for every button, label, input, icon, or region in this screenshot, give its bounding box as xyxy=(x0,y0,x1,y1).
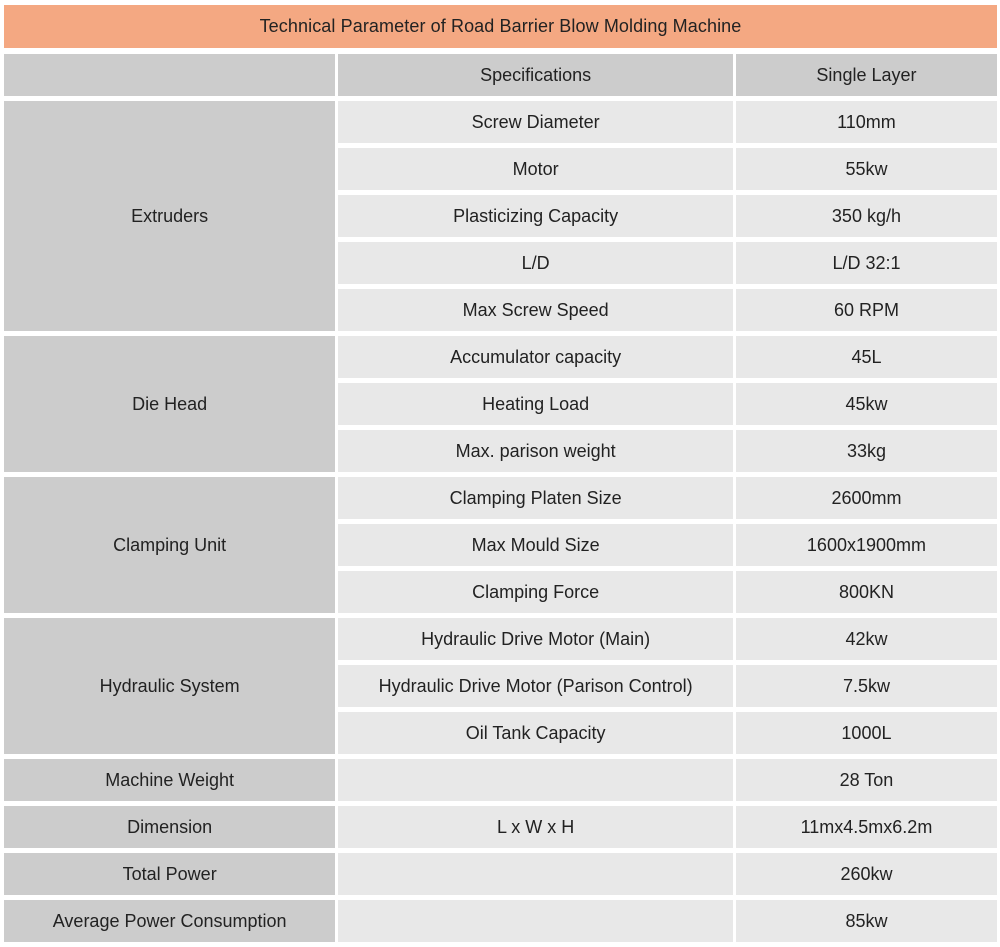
spec-name-cell: Oil Tank Capacity xyxy=(338,712,733,754)
spec-name-cell: Motor xyxy=(338,148,733,190)
header-blank-cell xyxy=(4,54,335,96)
spec-value-cell: 110mm xyxy=(736,101,997,143)
spec-name-cell: L/D xyxy=(338,242,733,284)
spec-name-cell: Max Mould Size xyxy=(338,524,733,566)
group-label: Total Power xyxy=(4,853,335,895)
spec-name-cell: Plasticizing Capacity xyxy=(338,195,733,237)
spec-value-cell: 800KN xyxy=(736,571,997,613)
spec-name-cell: Screw Diameter xyxy=(338,101,733,143)
spec-value-cell: 260kw xyxy=(736,853,997,895)
table-title: Technical Parameter of Road Barrier Blow Molding Machine xyxy=(4,5,997,48)
group-label: Hydraulic System xyxy=(4,618,335,754)
spec-value-cell: 2600mm xyxy=(736,477,997,519)
spec-value-cell: 85kw xyxy=(736,900,997,942)
spec-name-cell: Heating Load xyxy=(338,383,733,425)
group-label: Clamping Unit xyxy=(4,477,335,613)
header-single-layer: Single Layer xyxy=(736,54,997,96)
spec-value-cell: 11mx4.5mx6.2m xyxy=(736,806,997,848)
spec-value-cell: 45L xyxy=(736,336,997,378)
spec-name-cell xyxy=(338,900,733,942)
spec-value-cell: L/D 32:1 xyxy=(736,242,997,284)
group-label: Dimension xyxy=(4,806,335,848)
spec-value-cell: 33kg xyxy=(736,430,997,472)
spec-name-cell: Hydraulic Drive Motor (Parison Control) xyxy=(338,665,733,707)
spec-value-cell: 7.5kw xyxy=(736,665,997,707)
spec-value-cell: 55kw xyxy=(736,148,997,190)
spec-name-cell: Clamping Force xyxy=(338,571,733,613)
group-label: Extruders xyxy=(4,101,335,331)
spec-name-cell: Max. parison weight xyxy=(338,430,733,472)
table-row xyxy=(4,618,997,660)
table-row xyxy=(4,477,997,519)
spec-name-cell: Max Screw Speed xyxy=(338,289,733,331)
table-row xyxy=(4,853,997,895)
group-label: Machine Weight xyxy=(4,759,335,801)
spec-value-cell: 45kw xyxy=(736,383,997,425)
group-label: Average Power Consumption xyxy=(4,900,335,942)
spec-value-cell: 42kw xyxy=(736,618,997,660)
spec-name-cell xyxy=(338,759,733,801)
spec-name-cell: Clamping Platen Size xyxy=(338,477,733,519)
spec-name-cell: Accumulator capacity xyxy=(338,336,733,378)
table-body xyxy=(4,54,997,942)
technical-parameter-table xyxy=(1,49,1000,947)
spec-name-cell: L x W x H xyxy=(338,806,733,848)
table-row xyxy=(4,336,997,378)
spec-name-cell xyxy=(338,853,733,895)
spec-name-cell: Hydraulic Drive Motor (Main) xyxy=(338,618,733,660)
header-specifications: Specifications xyxy=(338,54,733,96)
spec-value-cell: 1000L xyxy=(736,712,997,754)
spec-value-cell: 60 RPM xyxy=(736,289,997,331)
table-row xyxy=(4,806,997,848)
table-row xyxy=(4,900,997,942)
spec-value-cell: 1600x1900mm xyxy=(736,524,997,566)
table-row xyxy=(4,759,997,801)
header-row xyxy=(4,54,997,96)
table-row xyxy=(4,101,997,143)
spec-value-cell: 350 kg/h xyxy=(736,195,997,237)
spec-value-cell: 28 Ton xyxy=(736,759,997,801)
group-label: Die Head xyxy=(4,336,335,472)
